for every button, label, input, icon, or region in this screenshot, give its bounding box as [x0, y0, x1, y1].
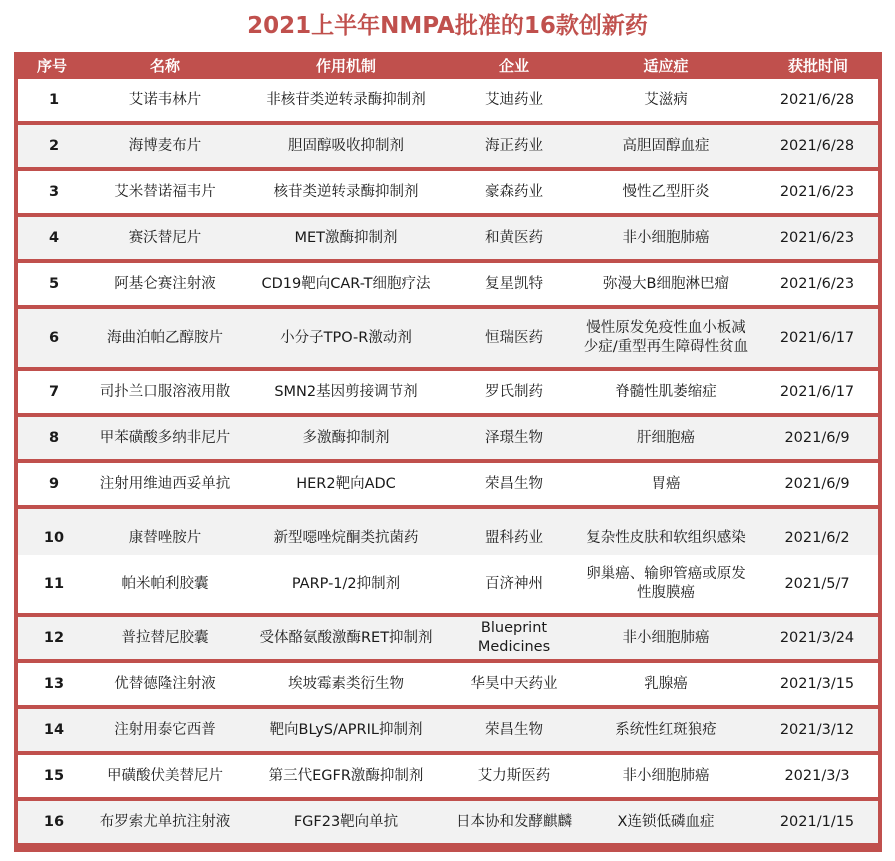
- indication: 弥漫大B细胞淋巴瘤: [603, 275, 729, 292]
- mechanism: 埃坡霉素类衍生物: [288, 675, 404, 692]
- company: 百济神州: [485, 575, 543, 592]
- approval-date: 2021/3/15: [779, 675, 855, 692]
- indication: 非小细胞肺癌: [622, 229, 710, 246]
- drug-name: 赛沃替尼片: [128, 229, 202, 246]
- company: 艾迪药业: [485, 91, 543, 108]
- row-no: 6: [48, 329, 60, 346]
- page-title: 2021上半年NMPA批准的16款创新药: [247, 13, 648, 39]
- mechanism: 核苷类逆转录酶抑制剂: [273, 183, 419, 200]
- table-row: [18, 417, 878, 459]
- mechanism: 多激酶抑制剂: [302, 429, 390, 446]
- indication: 肝细胞癌: [637, 429, 695, 446]
- company: Blueprint Medicines: [477, 620, 551, 655]
- indication: X连锁低磷血症: [617, 813, 715, 830]
- approval-date: 2021/6/23: [779, 275, 855, 292]
- drug-name: 注射用维迪西妥单抗: [99, 475, 231, 492]
- approval-date: 2021/6/17: [779, 383, 855, 400]
- header-name: 名称: [149, 57, 180, 75]
- table-row: [18, 79, 878, 121]
- mechanism: SMN2基因剪接调节剂: [274, 383, 418, 400]
- indication: 系统性红斑狼疮: [615, 721, 717, 738]
- row-no: 16: [43, 813, 65, 830]
- approval-date: 2021/3/3: [784, 767, 850, 784]
- row-no: 3: [48, 183, 60, 200]
- indication: 脊髓性肌萎缩症: [615, 383, 717, 400]
- drug-name: 布罗索尤单抗注射液: [99, 813, 231, 830]
- drug-name: 优替德隆注射液: [114, 675, 216, 692]
- mechanism: 新型噁唑烷酮类抗菌药: [273, 529, 419, 546]
- approval-date: 2021/6/9: [784, 475, 850, 492]
- table-row: [18, 171, 878, 213]
- approval-date: 2021/6/23: [779, 229, 855, 246]
- approval-date: 2021/6/2: [784, 529, 850, 546]
- company: 海正药业: [485, 137, 543, 154]
- mechanism: FGF23靶向单抗: [293, 813, 399, 830]
- table-row: [18, 617, 878, 659]
- drug-name: 海博麦布片: [128, 137, 202, 154]
- indication: 胃癌: [651, 475, 681, 492]
- company: 艾力斯医药: [477, 767, 551, 784]
- row-no: 13: [43, 675, 65, 692]
- drug-name: 注射用泰它西普: [114, 721, 216, 738]
- table-row: [18, 371, 878, 413]
- row-no: 14: [43, 721, 65, 738]
- row-no: 5: [48, 275, 60, 292]
- mechanism: 胆固醇吸收抑制剂: [288, 137, 404, 154]
- mechanism: 靶向BLyS/APRIL抑制剂: [269, 721, 423, 738]
- table-header: [14, 52, 882, 79]
- company: 和黄医药: [485, 229, 543, 246]
- row-no: 7: [48, 383, 60, 400]
- approval-date: 2021/3/24: [779, 629, 855, 646]
- row-no: 1: [48, 91, 60, 108]
- table-row: [18, 217, 878, 259]
- indication: 非小细胞肺癌: [622, 767, 710, 784]
- mechanism: HER2靶向ADC: [296, 475, 396, 492]
- company: 罗氏制药: [485, 383, 543, 400]
- company: 泽璟生物: [485, 429, 543, 446]
- drug-name: 艾米替诺福韦片: [114, 183, 216, 200]
- indication: 乳腺癌: [644, 675, 688, 692]
- table-row: [18, 125, 878, 167]
- company: 日本协和发酵麒麟: [456, 813, 572, 830]
- indication: 复杂性皮肤和软组织感染: [586, 529, 746, 546]
- mechanism: 非核苷类逆转录酶抑制剂: [266, 91, 426, 108]
- mechanism: 第三代EGFR激酶抑制剂: [268, 767, 424, 784]
- table-row: [18, 309, 878, 367]
- drug-name: 甲苯磺酸多纳非尼片: [99, 429, 231, 446]
- header-mechanism: 作用机制: [315, 57, 376, 75]
- indication: 卵巢癌、输卵管癌或原发性腹膜癌: [586, 566, 746, 601]
- row-no: 2: [48, 137, 60, 154]
- drug-name: 司扑兰口服溶液用散: [99, 383, 231, 400]
- company: 豪森药业: [485, 183, 543, 200]
- approval-date: 2021/3/12: [779, 721, 855, 738]
- row-no: 11: [43, 575, 65, 592]
- drug-name: 海曲泊帕乙醇胺片: [107, 329, 223, 346]
- indication: 高胆固醇血症: [622, 137, 710, 154]
- company: 荣昌生物: [485, 475, 543, 492]
- drug-name: 甲磺酸伏美替尼片: [107, 767, 223, 784]
- table-row: [18, 801, 878, 843]
- approval-date: 2021/5/7: [784, 575, 850, 592]
- indication: 慢性原发免疫性血小板减少症/重型再生障碍性贫血: [583, 320, 749, 355]
- drug-name: 普拉替尼胶囊: [121, 629, 209, 646]
- company: 盟科药业: [485, 529, 543, 546]
- mechanism: 受体酪氨酸激酶RET抑制剂: [259, 629, 433, 646]
- table-row: [18, 663, 878, 705]
- row-no: 15: [43, 767, 65, 784]
- company: 华昊中天药业: [470, 675, 558, 692]
- header-company: 企业: [498, 57, 529, 75]
- company: 恒瑞医药: [485, 329, 543, 346]
- approval-date: 2021/6/28: [779, 137, 855, 154]
- indication: 慢性乙型肝炎: [622, 183, 710, 200]
- table-row: [18, 755, 878, 797]
- mechanism: CD19靶向CAR-T细胞疗法: [261, 275, 431, 292]
- row-no: 4: [48, 229, 60, 246]
- approval-date: 2021/1/15: [779, 813, 855, 830]
- table-row: [18, 709, 878, 751]
- company: 复星凯特: [485, 275, 543, 292]
- mechanism: PARP-1/2抑制剂: [291, 575, 401, 592]
- row-no: 10: [43, 529, 65, 546]
- mechanism: MET激酶抑制剂: [294, 229, 398, 246]
- header-date: 获批时间: [787, 57, 848, 75]
- company: 荣昌生物: [485, 721, 543, 738]
- drug-name: 康替唑胺片: [128, 529, 202, 546]
- header-no: 序号: [36, 57, 67, 75]
- table-row: [18, 555, 878, 613]
- row-no: 8: [48, 429, 60, 446]
- indication: 非小细胞肺癌: [622, 629, 710, 646]
- table-row: [18, 263, 878, 305]
- row-no: 9: [48, 475, 60, 492]
- approval-date: 2021/6/9: [784, 429, 850, 446]
- header-indication: 适应症: [643, 57, 689, 75]
- table-row: [18, 463, 878, 505]
- approval-date: 2021/6/28: [779, 91, 855, 108]
- approval-date: 2021/6/23: [779, 183, 855, 200]
- approval-date: 2021/6/17: [779, 329, 855, 346]
- drug-name: 艾诺韦林片: [128, 91, 202, 108]
- row-no: 12: [43, 629, 65, 646]
- drug-name: 帕米帕利胶囊: [121, 575, 209, 592]
- mechanism: 小分子TPO-R激动剂: [280, 329, 412, 346]
- drug-name: 阿基仑赛注射液: [114, 275, 216, 292]
- indication: 艾滋病: [644, 91, 688, 108]
